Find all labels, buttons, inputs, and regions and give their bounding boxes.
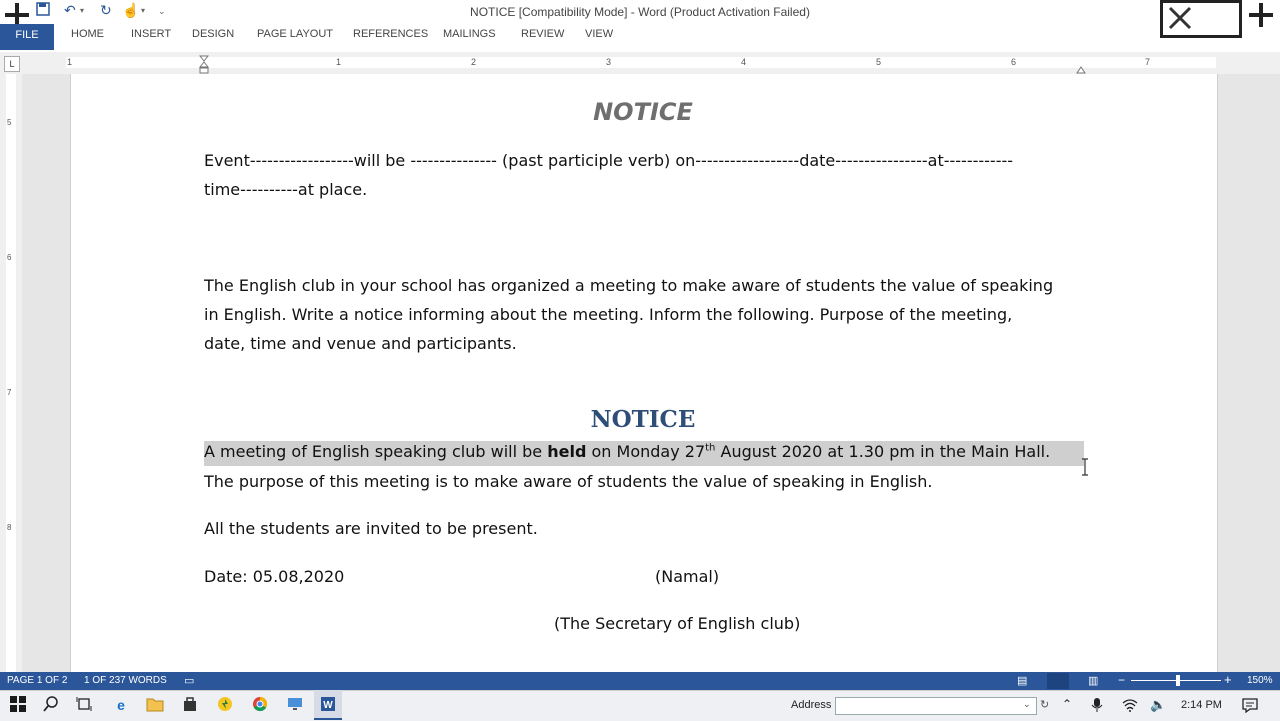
body-text-mid: on Monday 27 xyxy=(586,442,706,461)
ruler-number: 7 xyxy=(1145,57,1151,67)
svg-text:W: W xyxy=(323,700,333,711)
undo-dropdown-icon[interactable]: ▾ xyxy=(80,6,85,15)
body-text-bold: held xyxy=(547,442,587,461)
refresh-icon[interactable]: ↻ xyxy=(1040,699,1050,711)
window-title: NOTICE [Compatibility Mode] - Word (Product Activation Failed) xyxy=(470,5,810,19)
notice-heading-template: NOTICE xyxy=(593,98,693,126)
read-mode-icon[interactable]: ▤ xyxy=(1017,675,1028,687)
tab-file[interactable]: FILE xyxy=(0,24,54,50)
ruler-number: 2 xyxy=(471,57,477,67)
plus-overlay-icon-right xyxy=(1246,0,1276,30)
tab-references[interactable]: REFERENCES xyxy=(353,28,429,40)
body-text-post: August 2020 at 1.30 pm in the Main Hall. xyxy=(715,442,1051,461)
signature-name: (Namal) xyxy=(655,567,720,586)
vertical-ruler-track xyxy=(6,74,16,672)
ruler-number: 5 xyxy=(876,57,882,67)
print-layout-icon[interactable] xyxy=(1047,673,1069,689)
question-line-2: in English. Write a notice informing about the meeting. Inform the following. Purpose of the meeting, xyxy=(204,305,1013,324)
tab-view[interactable]: VIEW xyxy=(585,28,614,40)
chrome-icon[interactable] xyxy=(251,696,269,714)
question-line-3: date, time and venue and participants. xyxy=(204,334,517,353)
ruler-number: 1 xyxy=(336,57,342,67)
body-text-pre: A meeting of English speaking club will be xyxy=(204,442,548,461)
app-icon-green[interactable] xyxy=(216,696,234,714)
file-explorer-icon[interactable] xyxy=(146,696,164,714)
microphone-icon[interactable] xyxy=(1091,697,1103,718)
close-icon[interactable] xyxy=(1166,4,1194,32)
task-view-icon[interactable] xyxy=(75,696,93,714)
search-icon[interactable] xyxy=(42,696,60,714)
address-dropdown-icon[interactable]: ⌄ xyxy=(1023,699,1031,709)
word-count[interactable]: 1 OF 237 WORDS xyxy=(84,675,167,686)
vruler-number: 7 xyxy=(7,388,12,397)
volume-icon[interactable]: 🔈 xyxy=(1150,697,1167,712)
show-hidden-icons-icon[interactable]: ⌃ xyxy=(1062,697,1073,711)
web-layout-icon[interactable]: ▥ xyxy=(1088,675,1099,687)
template-line-2: time----------at place. xyxy=(204,180,368,199)
zoom-slider-thumb[interactable] xyxy=(1176,675,1180,686)
signature-designation: (The Secretary of English club) xyxy=(554,614,801,633)
windows-start-icon[interactable] xyxy=(9,696,27,714)
tab-page-layout[interactable]: PAGE LAYOUT xyxy=(257,28,334,40)
invite-line: All the students are invited to be present. xyxy=(204,519,538,538)
vruler-number: 8 xyxy=(7,523,12,532)
touch-mode-icon[interactable]: ☝ xyxy=(122,2,140,18)
word-icon[interactable] xyxy=(319,696,337,714)
wifi-icon[interactable] xyxy=(1122,698,1138,717)
store-icon[interactable] xyxy=(181,696,199,714)
zoom-level[interactable]: 150% xyxy=(1247,675,1273,686)
tab-home[interactable]: HOME xyxy=(71,28,104,40)
clock-time[interactable]: 2:14 PM xyxy=(1181,699,1222,711)
notice-body-line xyxy=(204,442,1050,461)
ruler-number: 1 xyxy=(67,57,73,67)
tab-review[interactable]: REVIEW xyxy=(521,28,565,40)
zoom-in-icon[interactable]: + xyxy=(1224,672,1232,687)
save-icon[interactable] xyxy=(36,2,50,19)
zoom-out-icon[interactable]: − xyxy=(1118,673,1126,687)
date-line: Date: 05.08,2020 xyxy=(204,567,345,586)
edge-browser-icon[interactable]: e xyxy=(117,697,125,713)
address-label: Address xyxy=(791,699,832,711)
proofing-icon[interactable]: ▭ xyxy=(184,675,195,687)
undo-icon[interactable]: ↶ xyxy=(64,2,76,18)
address-input[interactable] xyxy=(835,697,1037,715)
notice-heading: NOTICE xyxy=(590,406,696,433)
question-line-1: The English club in your school has organized a meeting to make aware of students the value of speaking xyxy=(204,276,1054,295)
ruler-number: 4 xyxy=(741,57,747,67)
tab-mailings[interactable]: MAILINGS xyxy=(443,28,496,40)
body-text-superscript: th xyxy=(705,442,716,454)
notifications-icon[interactable] xyxy=(1242,697,1258,718)
monitor-app-icon[interactable] xyxy=(286,696,304,714)
tab-design[interactable]: DESIGN xyxy=(192,28,235,40)
vruler-number: 5 xyxy=(7,118,12,127)
page-count[interactable]: PAGE 1 OF 2 xyxy=(7,675,68,686)
purpose-line: The purpose of this meeting is to make aware of students the value of speaking in English. xyxy=(204,472,933,491)
touch-dropdown-icon[interactable]: ▾ xyxy=(141,6,146,15)
vruler-number: 6 xyxy=(7,253,12,262)
template-line-1: Event------------------will be --------------- (past participle verb) on------------------date----------------at------------ xyxy=(204,151,1014,170)
ruler-track[interactable] xyxy=(66,57,1216,68)
tab-insert[interactable]: INSERT xyxy=(131,28,172,40)
customize-qat-icon[interactable]: ⌄ xyxy=(158,6,166,16)
ruler-number: 3 xyxy=(606,57,612,67)
tab-selector[interactable]: L xyxy=(4,56,20,72)
redo-icon[interactable]: ↻ xyxy=(100,2,112,18)
ruler-number: 6 xyxy=(1011,57,1017,67)
